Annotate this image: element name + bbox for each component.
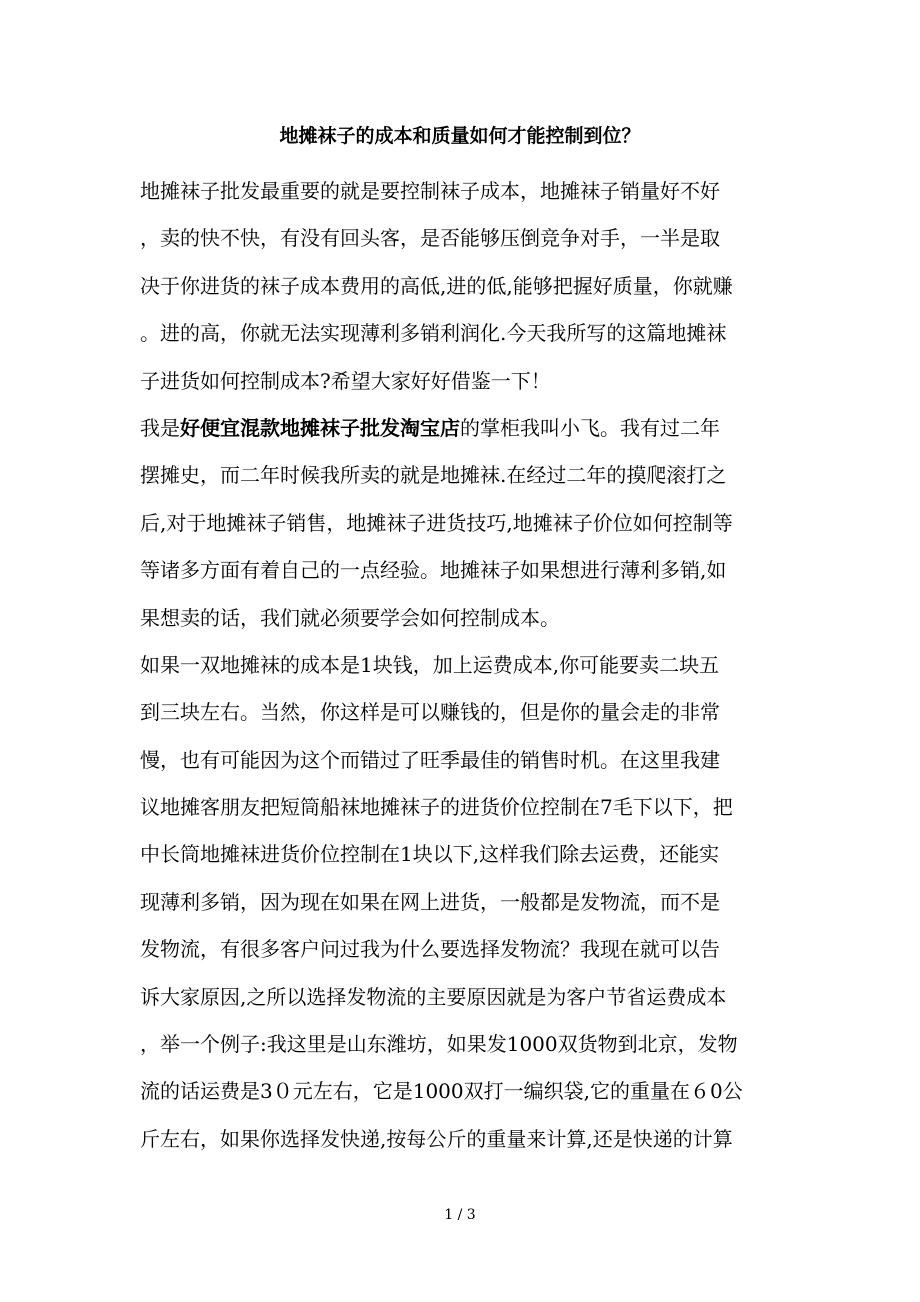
paragraph-shopkeeper bbox=[140, 405, 780, 642]
text-line: 流的话运费是3０元左右，它是1000双打一编织袋,它的重量在６0公 bbox=[140, 1079, 743, 1104]
text-segment: 我是 bbox=[140, 415, 180, 440]
document-title: 地摊袜子的成本和质量如何才能控制到位？ bbox=[279, 125, 641, 147]
text-line: ，举一个例子:我这里是山东潍坊，如果发1000双货物到北京，发物 bbox=[140, 1032, 738, 1057]
text-line: 现薄利多销，因为现在如果在网上进货，一般都是发物流，而不是 bbox=[140, 889, 720, 914]
text-line: ，卖的快不快，有没有回头客，是否能够压倒竞争对手，一半是取 bbox=[140, 226, 720, 251]
shop-name-emphasis: 好便宜混款地摊袜子批发淘宝店 bbox=[180, 415, 460, 440]
paragraph-intro bbox=[140, 168, 780, 405]
text-line: 决于你进货的袜子成本费用的高低,进的低,能够把握好质量，你就赚 bbox=[140, 273, 733, 298]
text-line: 果想卖的话，我们就必须要学会如何控制成本。 bbox=[140, 605, 560, 630]
page-number: 1 / 3 bbox=[444, 1207, 476, 1223]
text-line: 斤左右，如果你选择发快递,按每公斤的重量来计算,还是快递的计算 bbox=[140, 1126, 733, 1151]
text-line: 诉大家原因,之所以选择发物流的主要原因就是为客户节省运费成本 bbox=[140, 984, 727, 1009]
text-line: 后,对于地摊袜子销售，地摊袜子进货技巧,地摊袜子价位如何控制等 bbox=[140, 510, 733, 535]
text-line: 慢，也有可能因为这个而错过了旺季最佳的销售时机。在这里我建 bbox=[140, 747, 720, 772]
text-line bbox=[140, 405, 780, 452]
text-line: 中长筒地摊袜进货价位控制在1块以下,这样我们除去运费，还能实 bbox=[140, 842, 720, 867]
text-line: 如果一双地摊袜的成本是1块钱，加上运费成本,你可能要卖二块五 bbox=[140, 652, 720, 677]
text-line: 发物流，有很多客户问过我为什么要选择发物流？我现在就可以告 bbox=[140, 937, 720, 962]
text-line: 。进的高，你就无法实现薄利多销利润化.今天我所写的这篇地摊袜 bbox=[140, 321, 727, 346]
text-line: 子进货如何控制成本?希望大家好好借鉴一下！ bbox=[140, 368, 551, 393]
paragraph-cost-control bbox=[140, 642, 780, 1163]
text-line: 等诸多方面有着自己的一点经验。地摊袜子如果想进行薄利多销,如 bbox=[140, 558, 727, 583]
text-line: 议地摊客朋友把短筒船袜地摊袜子的进货价位控制在7毛下以下，把 bbox=[140, 795, 733, 820]
text-segment: 的掌柜我叫小飞。我有过二年 bbox=[460, 415, 720, 440]
text-line: 摆摊史，而二年时候我所卖的就是地摊袜.在经过二年的摸爬滚打之 bbox=[140, 463, 727, 488]
text-line: 到三块左右。当然，你这样是可以赚钱的，但是你的量会走的非常 bbox=[140, 700, 720, 725]
text-line: 地摊袜子批发最重要的就是要控制袜子成本，地摊袜子销量好不好 bbox=[140, 179, 720, 203]
document-body bbox=[140, 168, 780, 1163]
